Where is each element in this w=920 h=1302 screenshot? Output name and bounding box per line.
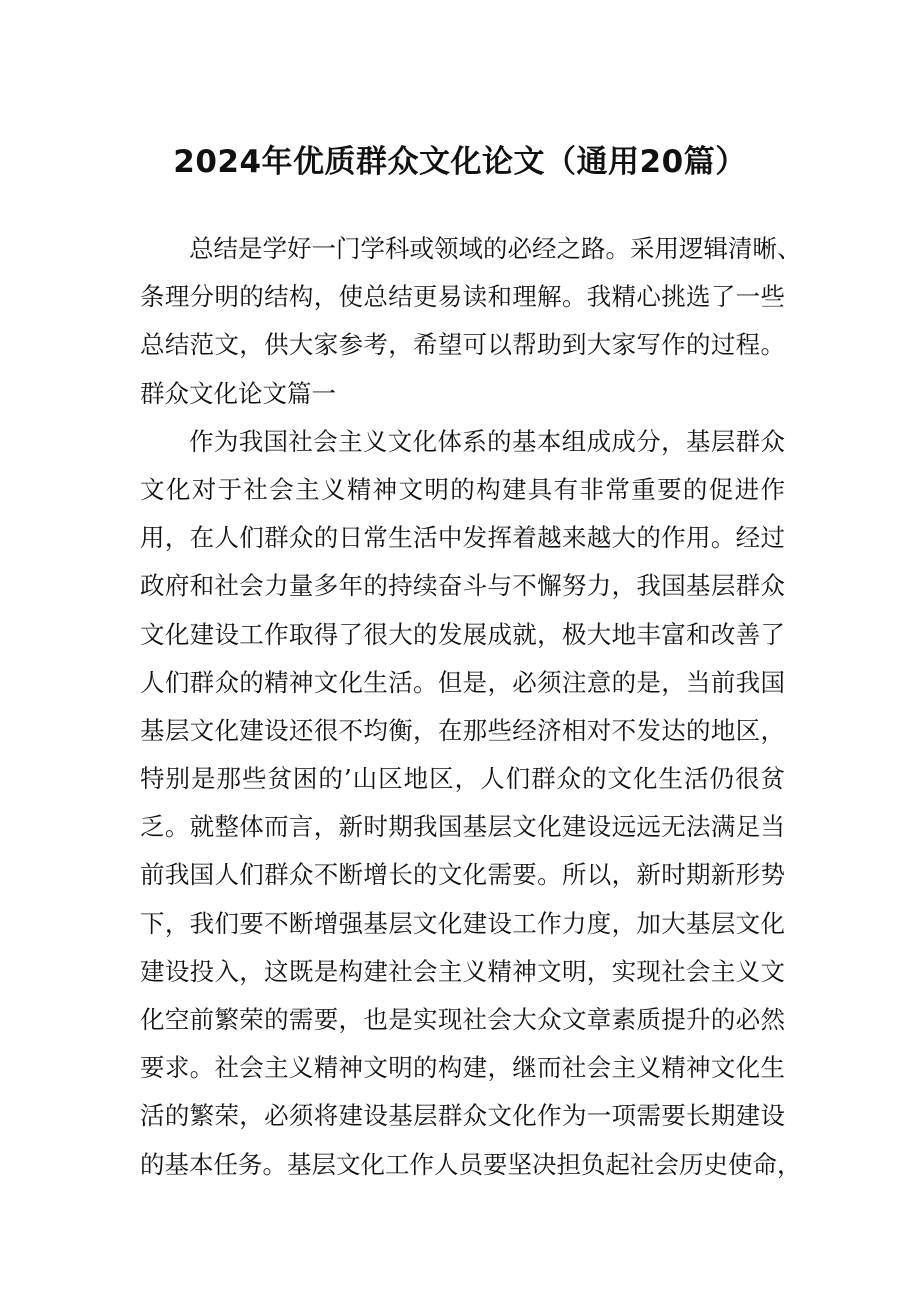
paragraph-line: 人们群众的精神文化生活。但是，必须注意的是，当前我国 [140, 667, 785, 697]
paragraph-line: 要求。社会主义精神文明的构建，继而社会主义精神文化生 [140, 1053, 785, 1083]
paragraph-line: 特别是那些贫困的’山区地区，人们群众的文化生活仍很贫 [140, 764, 785, 794]
paragraph-line: 建设投入，这既是构建社会主义精神文明，实现社会主义文 [140, 956, 785, 986]
section-heading: 群众文化论文篇一 [140, 378, 336, 408]
intro-line: 总结范文，供大家参考，希望可以帮助到大家写作的过程。 [140, 330, 785, 360]
paragraph-line: 用，在人们群众的日常生活中发挥着越来越大的作用。经过 [140, 523, 785, 553]
intro-line: 总结是学好一门学科或领域的必经之路。采用逻辑清晰、 [189, 234, 802, 263]
paragraph-line: 乏。就整体而言，新时期我国基层文化建设远远无法满足当 [140, 812, 785, 842]
paragraph-line: 作为我国社会主义文化体系的基本组成成分，基层群众 [189, 426, 785, 456]
intro-line: 条理分明的结构，使总结更易读和理解。我精心挑选了一些 [140, 282, 785, 312]
paragraph-line: 活的繁荣，必须将建设基层群众文化作为一项需要长期建设 [140, 1101, 785, 1131]
paragraph-line: 化空前繁荣的需要，也是实现社会大众文章素质提升的必然 [140, 1005, 785, 1034]
paragraph-line: 文化建设工作取得了很大的发展成就，极大地丰富和改善了 [140, 619, 785, 649]
paragraph-line: 文化对于社会主义精神文明的构建具有非常重要的促进作 [140, 474, 785, 504]
paragraph-line: 前我国人们群众不断增长的文化需要。所以，新时期新形势 [140, 860, 785, 890]
paragraph-line: 政府和社会力量多年的持续奋斗与不懈努力，我国基层群众 [140, 571, 785, 601]
paragraph-line: 基层文化建设还很不均衡，在那些经济相对不发达的地区， [140, 715, 785, 745]
document-title: 2024年优质群众文化论文（通用20篇） [173, 144, 747, 180]
paragraph-line: 下，我们要不断增强基层文化建设工作力度，加大基层文化 [140, 908, 785, 938]
document-body [140, 225, 802, 1189]
paragraph-line: 的基本任务。基层文化工作人员要坚决担负起社会历史使命， [140, 1149, 802, 1179]
